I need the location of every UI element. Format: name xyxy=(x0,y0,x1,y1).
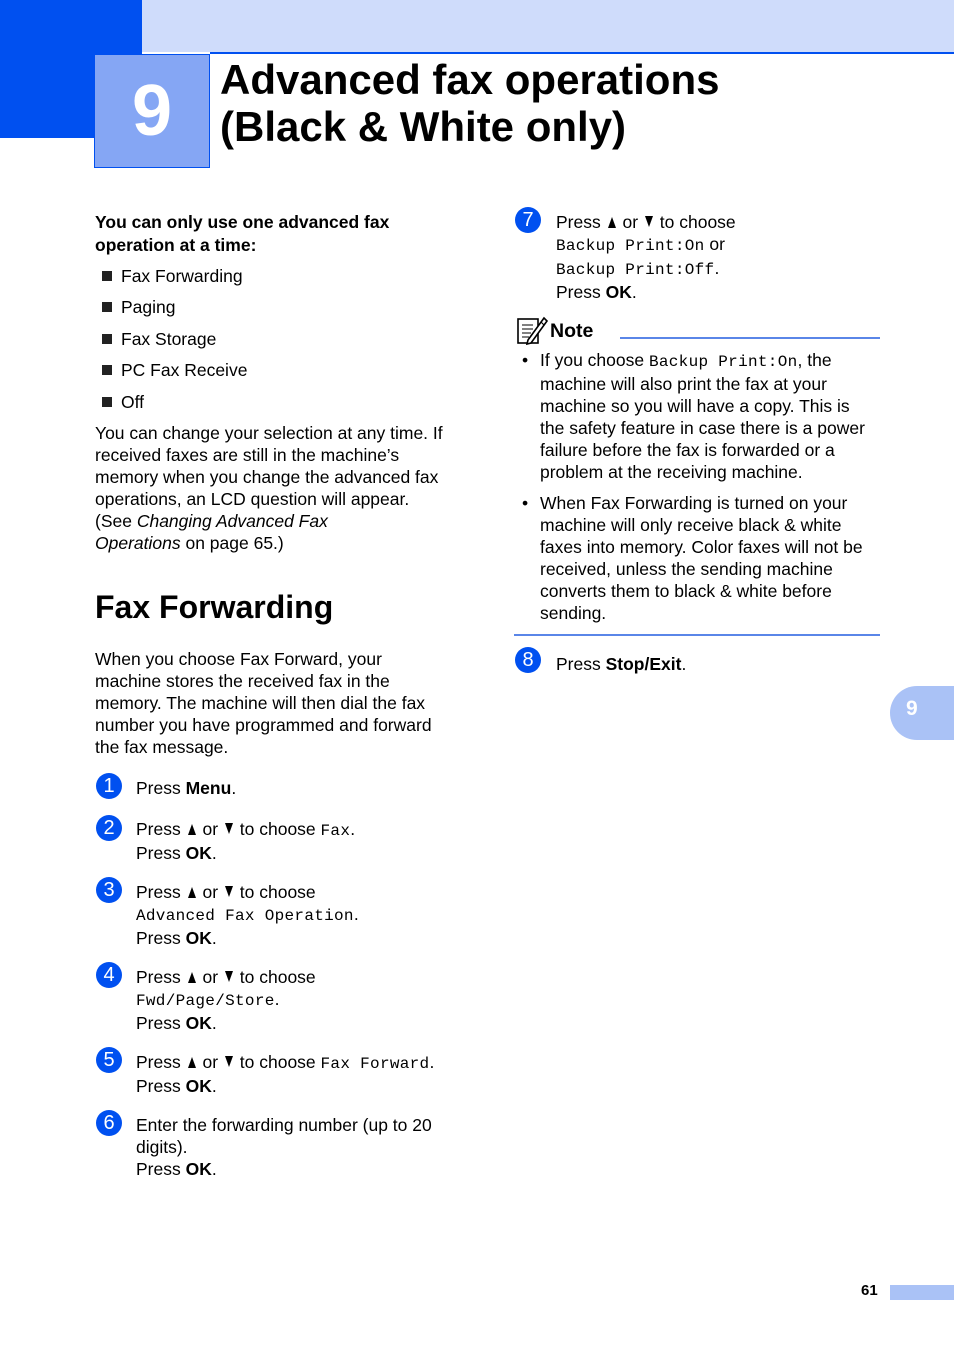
note-top-rule xyxy=(620,337,880,339)
header-band xyxy=(142,0,954,52)
square-bullet-icon xyxy=(102,302,112,312)
up-arrow-icon xyxy=(188,824,196,835)
up-arrow-icon xyxy=(188,887,196,898)
option-list-item: Fax Storage xyxy=(102,328,216,350)
step-number-badge: 3 xyxy=(96,877,122,903)
down-arrow-icon xyxy=(225,971,233,982)
down-arrow-icon xyxy=(645,216,653,227)
chapter-side-tab xyxy=(890,686,954,740)
step-text: Press or to choose Fwd/Page/Store. Press OK. xyxy=(136,967,316,1033)
square-bullet-icon xyxy=(102,397,112,407)
note-title: Note xyxy=(550,320,594,342)
chapter-side-tab-number: 9 xyxy=(906,697,918,720)
step-number-badge: 5 xyxy=(96,1047,122,1073)
note-item: If you choose Backup Print:On, the machine will also print the fax at your machine so you will have a copy. This is the safety feature in case there is a power failure before the fax is forwarded or a problem at the receiving machine. xyxy=(540,350,865,482)
up-arrow-icon xyxy=(188,972,196,983)
down-arrow-icon xyxy=(225,823,233,834)
step-number-badge: 7 xyxy=(515,207,541,233)
step-number-badge: 1 xyxy=(96,773,122,799)
note-bottom-rule xyxy=(514,634,880,636)
step-number-badge: 4 xyxy=(96,962,122,988)
note-bullet-icon: • xyxy=(522,493,529,513)
up-arrow-icon xyxy=(608,217,616,228)
step-text: Press Stop/Exit. xyxy=(556,654,687,674)
down-arrow-icon xyxy=(225,1056,233,1067)
page-number: 61 xyxy=(861,1282,878,1299)
step-text: Enter the forwarding number (up to 20 digits). Press OK. xyxy=(136,1115,432,1179)
section-paragraph: When you choose Fax Forward, your machine stores the received fax in the memory. The machine will then dial the fax number you have programmed and forward the fax message. xyxy=(95,649,432,757)
cross-reference[interactable]: Operations xyxy=(95,533,181,553)
step-text: Press Menu. xyxy=(136,778,237,798)
note-item: When Fax Forwarding is turned on your machine will only receive black & white faxes into memory. Color faxes will not be received, unless the sending machine converts them to black & white before sending. xyxy=(540,493,863,623)
option-list-item: Paging xyxy=(102,296,176,318)
header-rule xyxy=(210,52,954,54)
step-number-badge: 2 xyxy=(96,815,122,841)
note-pencil-icon xyxy=(516,314,548,346)
square-bullet-icon xyxy=(102,271,112,281)
step-text: Press or to choose Advanced Fax Operation. Press OK. xyxy=(136,882,359,948)
note-bullet-icon: • xyxy=(522,350,529,370)
section-heading: Fax Forwarding xyxy=(95,589,334,625)
up-arrow-icon xyxy=(188,1057,196,1068)
step-text: Press or to choose Fax. Press OK. xyxy=(136,819,356,863)
chapter-title-line1: Advanced fax operations xyxy=(220,56,720,103)
option-list-item: Fax Forwarding xyxy=(102,265,243,287)
square-bullet-icon xyxy=(102,365,112,375)
chapter-number: 9 xyxy=(131,71,173,151)
chapter-title-line2: (Black & White only) xyxy=(220,103,627,150)
intro-paragraph: You can change your selection at any time. If received faxes are still in the machine’s memory when you change the advanced fax operations, an LCD question will appear. (See Changing Advanced Fax Operations on page 65.) xyxy=(95,423,443,553)
chapter-title xyxy=(220,56,940,150)
intro-heading: You can only use one advanced fax operation at a time: xyxy=(95,212,390,255)
step-number-badge: 8 xyxy=(515,647,541,673)
option-list-item: Off xyxy=(102,391,144,413)
step-number-badge: 6 xyxy=(96,1110,122,1136)
square-bullet-icon xyxy=(102,334,112,344)
cross-reference[interactable]: Changing Advanced Fax xyxy=(136,511,328,531)
page-number-bar xyxy=(890,1285,954,1300)
step-text: Press or to choose Fax Forward. Press OK. xyxy=(136,1052,435,1096)
option-list-item: PC Fax Receive xyxy=(102,359,247,381)
down-arrow-icon xyxy=(225,886,233,897)
step-text: Press or to choose Backup Print:On or Backup Print:Off. Press OK. xyxy=(556,212,736,302)
